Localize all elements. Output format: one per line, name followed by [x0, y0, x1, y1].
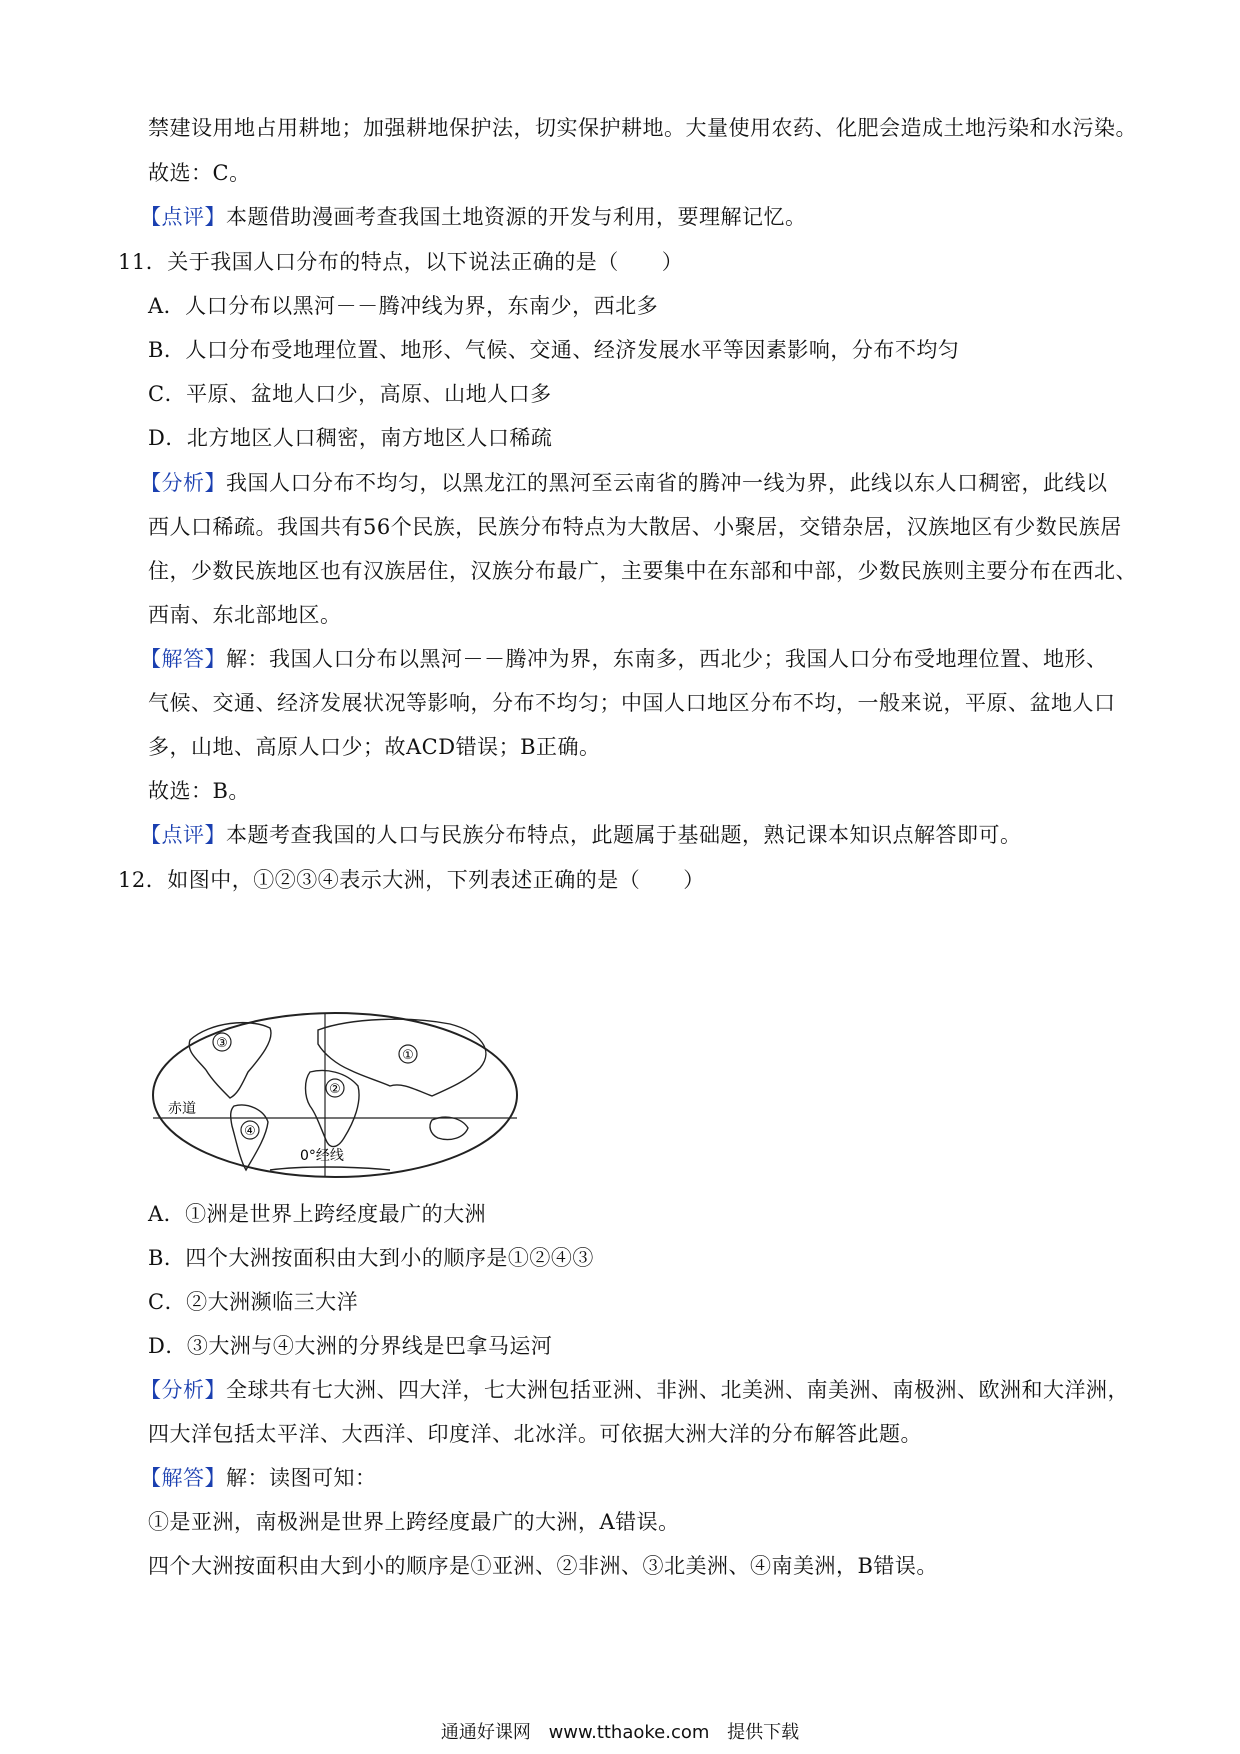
world-map-figure: [150, 1010, 520, 1180]
q12-solution-line: [140, 1464, 1120, 1492]
q11-option-a: A．人口分布以黑河－－腾冲线为界，东南少，西北多: [148, 294, 659, 318]
q11-analysis-line: 住，少数民族地区也有汉族居住，汉族分布最广，主要集中在东部和中部，少数民族则主要分布在西北、: [148, 559, 1137, 583]
q11-answer: 故选：B。: [148, 779, 250, 803]
q12-option-c: C．②大洲濒临三大洋: [148, 1290, 359, 1314]
marker-3: [213, 1033, 231, 1051]
q11-option-b: B．人口分布受地理位置、地形、气候、交通、经济发展水平等因素影响，分布不均匀: [148, 338, 960, 362]
marker-1: [399, 1045, 417, 1063]
question-11-stem: 11．关于我国人口分布的特点，以下说法正确的是（ ）: [118, 250, 684, 274]
review-line: [140, 203, 1120, 231]
review-text: 本题考查我国的人口与民族分布特点，此题属于基础题，熟记课本知识点解答即可。: [226, 823, 1022, 847]
analysis-text: 全球共有七大洲、四大洋，七大洲包括亚洲、非洲、北美洲、南美洲、南极洲、欧洲和大洋洲，: [226, 1378, 1129, 1402]
q11-analysis-line: [140, 469, 1120, 497]
q12-solution-line: 四个大洲按面积由大到小的顺序是①亚洲、②非洲、③北美洲、④南美洲，B错误。: [148, 1554, 938, 1578]
q11-analysis-line: 西人口稀疏。我国共有56个民族，民族分布特点为大散居、小聚居，交错杂居，汉族地区有少数民族居: [148, 515, 1122, 539]
q12-option-a: A．①洲是世界上跨经度最广的大洲: [148, 1202, 487, 1226]
q11-review-line: [140, 821, 1120, 849]
q11-option-c: C．平原、盆地人口少，高原、山地人口多: [148, 382, 552, 406]
page-footer: [0, 1718, 1240, 1744]
q11-analysis-line: 西南、东北部地区。: [148, 603, 342, 627]
solution-text: 解：我国人口分布以黑河－－腾冲为界，东南多，西北少；我国人口分布受地理位置、地形、: [226, 647, 1108, 671]
review-tag: 【点评】: [140, 205, 226, 229]
marker-2: [326, 1079, 344, 1097]
analysis-tag: 【分析】: [140, 471, 226, 495]
solution-text: 解：读图可知：: [226, 1466, 377, 1490]
svg-text:②: ②: [329, 1082, 341, 1097]
world-map: [150, 1010, 520, 1180]
footer-site: 通通好课网: [440, 1722, 531, 1743]
answer-line: 故选：C。: [148, 161, 251, 185]
q11-solution-line: 多，山地、高原人口少；故ACD错误；B正确。: [148, 735, 601, 759]
text-line: 禁建设用地占用耕地；加强耕地保护法，切实保护耕地。大量使用农药、化肥会造成土地污染和水污染。: [148, 116, 1137, 140]
review-text: 本题借助漫画考查我国土地资源的开发与利用，要理解记忆。: [226, 205, 807, 229]
solution-tag: 【解答】: [140, 647, 226, 671]
svg-text:①: ①: [402, 1048, 414, 1063]
svg-text:③: ③: [216, 1036, 228, 1051]
solution-tag: 【解答】: [140, 1466, 226, 1490]
q11-solution-line: [140, 645, 1120, 673]
analysis-tag: 【分析】: [140, 1378, 226, 1402]
review-tag: 【点评】: [140, 823, 226, 847]
q12-solution-line: ①是亚洲，南极洲是世界上跨经度最广的大洲，A错误。: [148, 1510, 680, 1534]
marker-4: [241, 1121, 259, 1139]
q12-option-b: B．四个大洲按面积由大到小的顺序是①②④③: [148, 1246, 594, 1270]
q12-analysis-line: [140, 1376, 1129, 1404]
footer-note: 提供下载: [727, 1722, 800, 1743]
question-12-stem: 12．如图中，①②③④表示大洲，下列表述正确的是（ ）: [118, 868, 705, 892]
equator-label: 赤道: [168, 1101, 196, 1117]
svg-text:④: ④: [244, 1124, 256, 1139]
q11-solution-line: 气候、交通、经济发展状况等影响，分布不均匀；中国人口地区分布不均，一般来说，平原、盆地人口: [148, 691, 1116, 715]
analysis-text: 我国人口分布不均匀，以黑龙江的黑河至云南省的腾冲一线为界，此线以东人口稠密，此线以: [226, 471, 1108, 495]
q12-analysis-line: 四大洋包括太平洋、大西洋、印度洋、北冰洋。可依据大洲大洋的分布解答此题。: [148, 1422, 922, 1446]
meridian-label: 0°经线: [300, 1148, 344, 1164]
q12-option-d: D．③大洲与④大洲的分界线是巴拿马运河: [148, 1334, 553, 1358]
footer-url[interactable]: www.tthaoke.com: [548, 1722, 710, 1743]
q11-option-d: D．北方地区人口稠密，南方地区人口稀疏: [148, 426, 553, 450]
